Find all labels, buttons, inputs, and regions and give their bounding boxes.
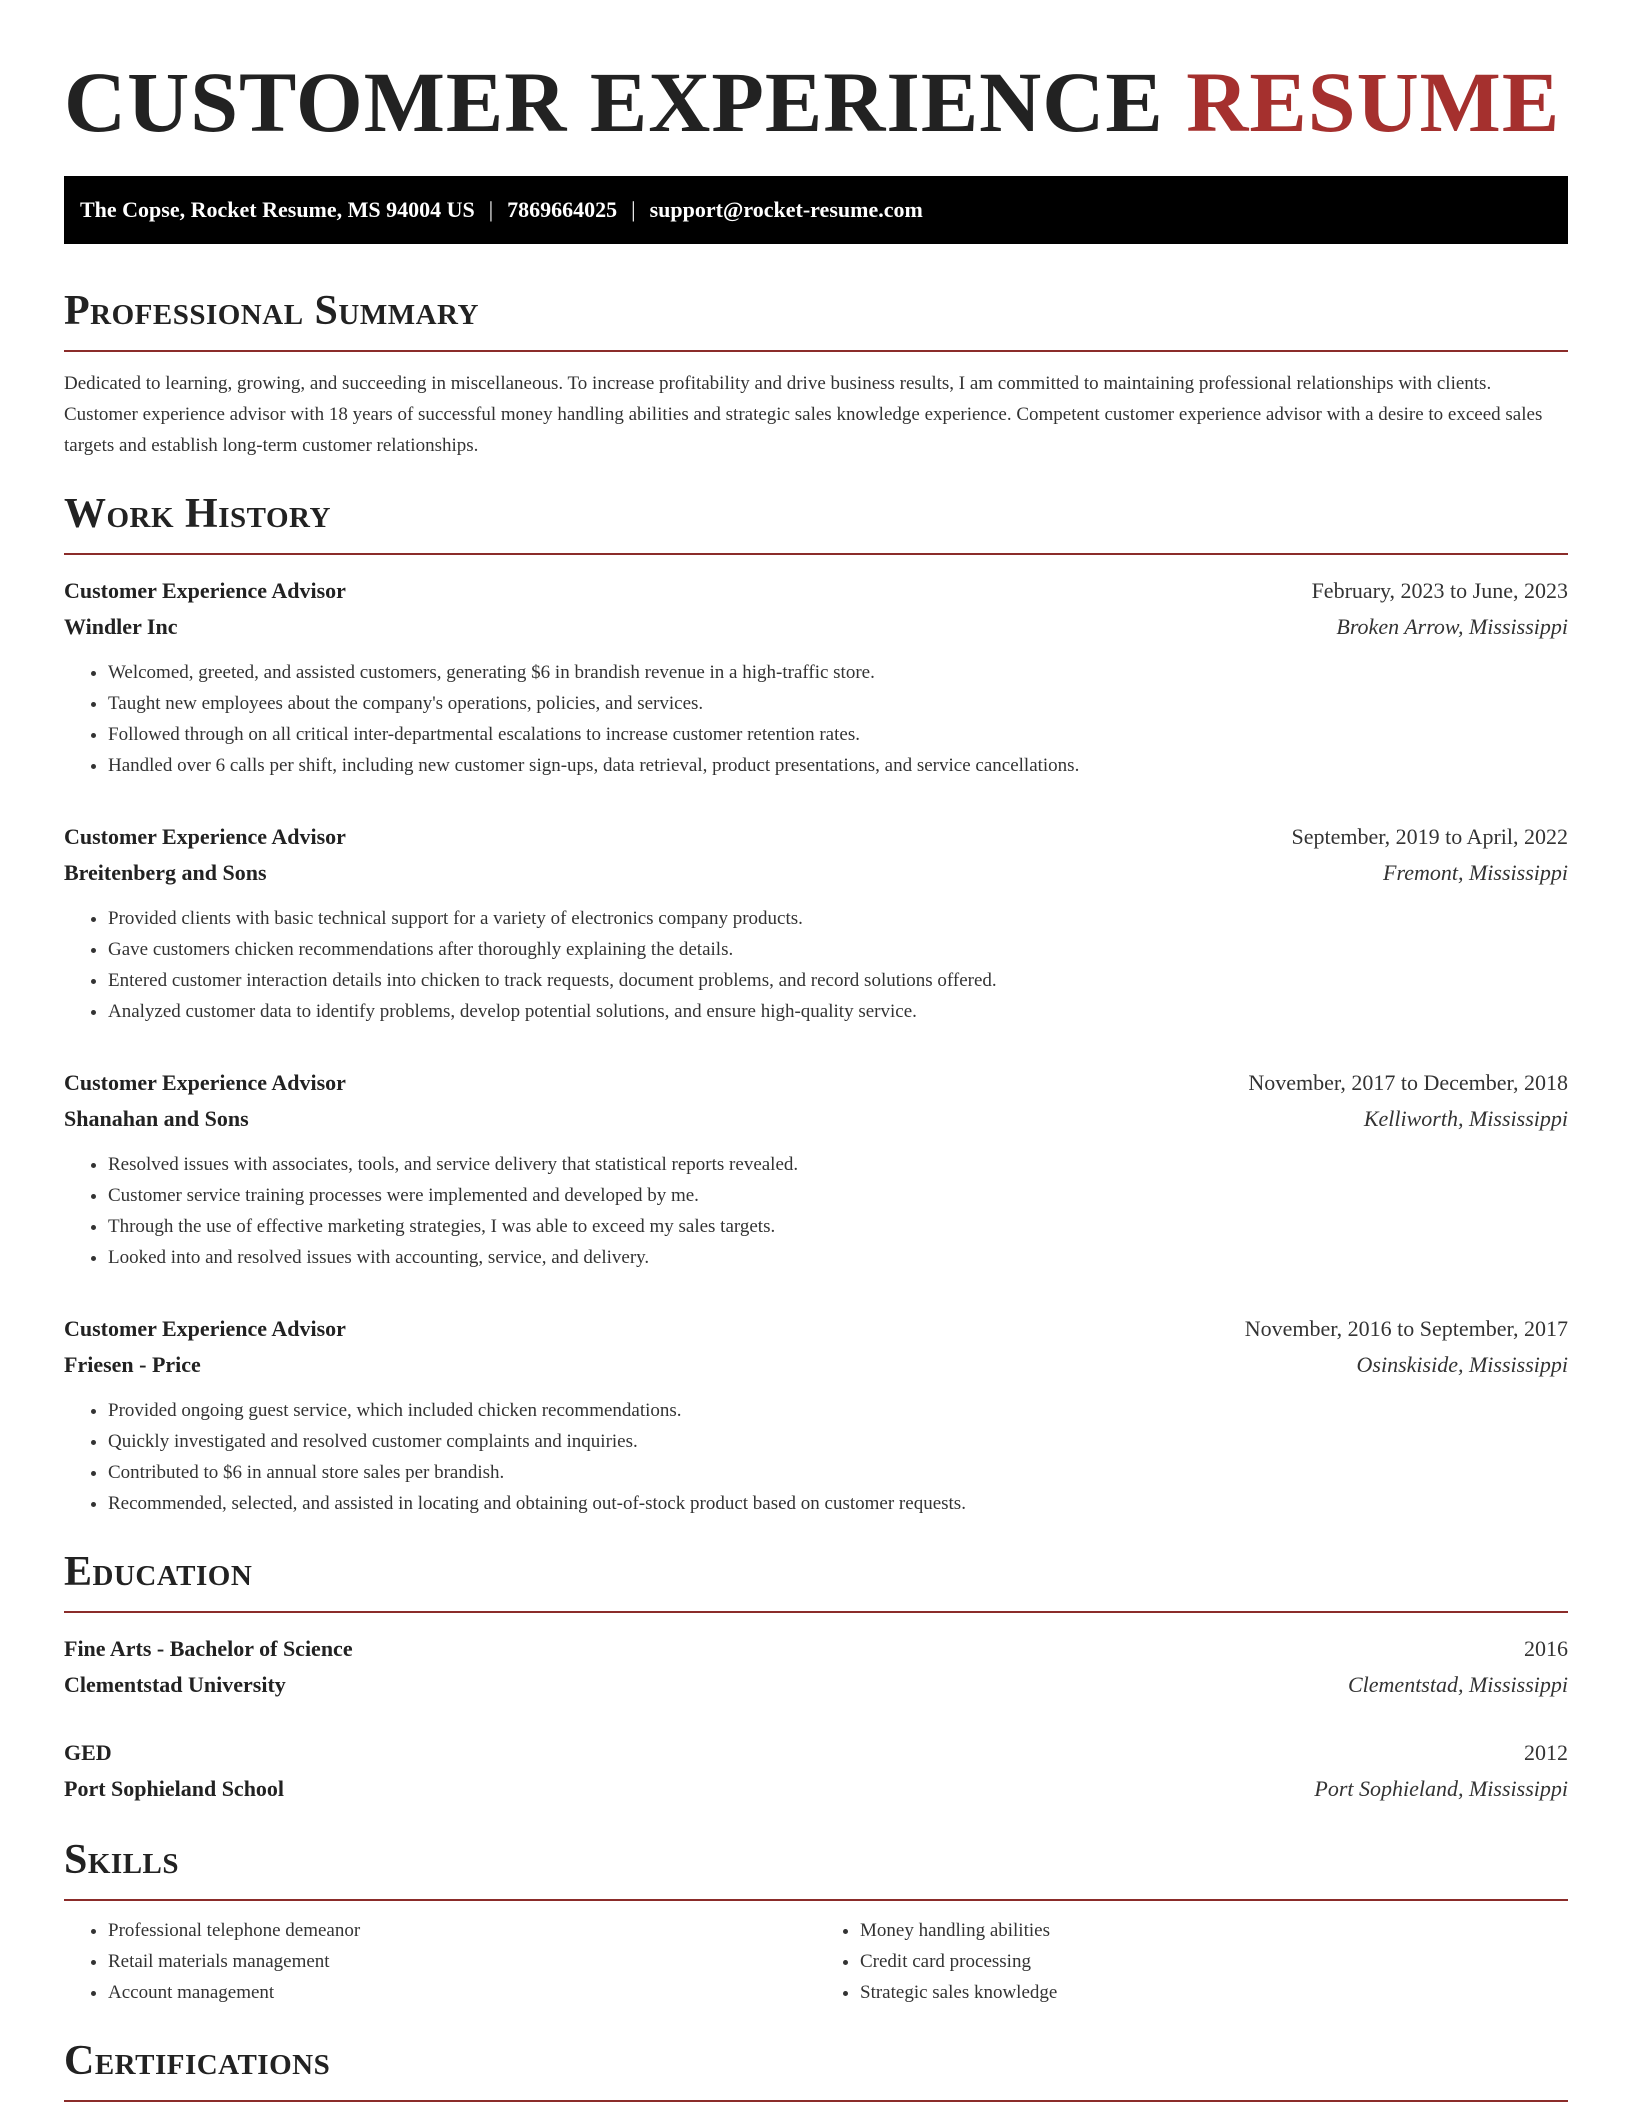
summary-text: Dedicated to learning, growing, and succeeding in miscellaneous. To increase profitability and drive business results, I am committed to maintaining professional relationships with clients. Customer experience advisor with 18 years of successful money handling abilities and strategic sales knowledge experience. Competent customer experience advisor with a desire to exceed sales targets and establish long-term customer relationships.	[64, 373, 1543, 456]
job-bullet: • Handled over 6 calls per shift, including new customer sign-ups, data retrieval, product presentations, and service cancellations.	[108, 750, 1568, 781]
job-title-row	[64, 1311, 1568, 1347]
skills-column-right	[816, 1915, 1568, 2008]
job-company-row	[64, 855, 1568, 891]
skills-section	[64, 1835, 1568, 2008]
job-dates: November, 2016 to September, 2017	[1244, 1316, 1568, 1341]
resume-title	[64, 56, 1568, 148]
contact-address: The Copse, Rocket Resume, MS 94004 US	[80, 197, 475, 222]
education-degree-row	[64, 1735, 1568, 1771]
job-bullet: • Provided clients with basic technical support for a variety of electronics company products.	[108, 903, 1568, 934]
job-bullet: • Recommended, selected, and assisted in locating and obtaining out-of-stock product based on customer requests.	[108, 1488, 1568, 1519]
summary-section	[64, 286, 1568, 461]
contact-separator: |	[631, 197, 636, 222]
work-history-section	[64, 489, 1568, 1519]
job-title: Customer Experience Advisor	[64, 1316, 346, 1341]
job-company-row	[64, 1101, 1568, 1137]
contact-email: support@rocket-resume.com	[649, 197, 923, 222]
job-dates: September, 2019 to April, 2022	[1291, 824, 1568, 849]
certifications-section	[64, 2036, 1568, 2102]
job-entry	[64, 819, 1568, 1027]
certifications-heading: Certifications	[64, 2038, 331, 2084]
job-bullets	[64, 1395, 1568, 1519]
education-school-row	[64, 1771, 1568, 1807]
job-location: Fremont, Mississippi	[1383, 860, 1568, 885]
job-title-row	[64, 819, 1568, 855]
job-company: Friesen - Price	[64, 1352, 201, 1377]
skills-column-left	[64, 1915, 816, 2008]
job-bullet: • Entered customer interaction details into chicken to track requests, document problems, and record solutions offered.	[108, 965, 1568, 996]
skills-heading: Skills	[64, 1837, 180, 1883]
job-bullet: • Customer service training processes were implemented and developed by me.	[108, 1180, 1568, 1211]
job-bullet: • Provided ongoing guest service, which included chicken recommendations.	[108, 1395, 1568, 1426]
skill-item: • Strategic sales knowledge	[860, 1977, 1568, 2008]
education-heading: Education	[64, 1549, 253, 1595]
job-title: Customer Experience Advisor	[64, 824, 346, 849]
job-title-row	[64, 1065, 1568, 1101]
job-bullet: • Analyzed customer data to identify problems, develop potential solutions, and ensure high-quality service.	[108, 996, 1568, 1027]
job-bullets	[64, 657, 1568, 781]
job-dates: February, 2023 to June, 2023	[1311, 578, 1568, 603]
job-title: Customer Experience Advisor	[64, 578, 346, 603]
job-entry	[64, 1065, 1568, 1273]
skill-item: • Credit card processing	[860, 1946, 1568, 1977]
education-degree-row	[64, 1631, 1568, 1667]
section-divider	[64, 350, 1568, 352]
education-degree: Fine Arts - Bachelor of Science	[64, 1636, 353, 1661]
job-title: Customer Experience Advisor	[64, 1070, 346, 1095]
summary-heading: Professional Summary	[64, 288, 479, 334]
job-company: Windler Inc	[64, 614, 178, 639]
job-bullet: • Taught new employees about the company's operations, policies, and services.	[108, 688, 1568, 719]
education-year: 2012	[1524, 1740, 1568, 1765]
job-bullet: • Looked into and resolved issues with accounting, service, and delivery.	[108, 1242, 1568, 1273]
job-location: Broken Arrow, Mississippi	[1336, 614, 1568, 639]
job-bullet: • Followed through on all critical inter-departmental escalations to increase customer retention rates.	[108, 719, 1568, 750]
section-divider	[64, 553, 1568, 555]
skills-list	[816, 1915, 1568, 2008]
skill-item: • Account management	[108, 1977, 816, 2008]
job-bullet: • Resolved issues with associates, tools, and service delivery that statistical reports revealed.	[108, 1149, 1568, 1180]
section-divider	[64, 2100, 1568, 2102]
work-history-heading: Work History	[64, 491, 331, 537]
education-location: Port Sophieland, Mississippi	[1314, 1776, 1568, 1801]
section-divider	[64, 1611, 1568, 1613]
education-location: Clementstad, Mississippi	[1347, 1672, 1568, 1697]
skill-item: • Retail materials management	[108, 1946, 816, 1977]
education-year: 2016	[1524, 1636, 1568, 1661]
job-bullet: • Through the use of effective marketing strategies, I was able to exceed my sales targets.	[108, 1211, 1568, 1242]
title-accent: RESUME	[1186, 54, 1561, 150]
contact-phone: 7869664025	[507, 197, 618, 222]
job-entry	[64, 1311, 1568, 1519]
job-company-row	[64, 609, 1568, 645]
job-bullets	[64, 1149, 1568, 1273]
education-degree: GED	[64, 1740, 112, 1765]
education-section	[64, 1547, 1568, 1807]
skill-item: • Professional telephone demeanor	[108, 1915, 816, 1946]
title-main: CUSTOMER EXPERIENCE	[64, 54, 1164, 150]
skills-list	[64, 1915, 816, 2008]
job-company-row	[64, 1347, 1568, 1383]
contact-bar	[64, 176, 1568, 244]
job-dates: November, 2017 to December, 2018	[1248, 1070, 1568, 1095]
education-entry	[64, 1631, 1568, 1703]
job-bullet: • Contributed to $6 in annual store sales per brandish.	[108, 1457, 1568, 1488]
contact-separator: |	[488, 197, 494, 222]
job-location: Kelliworth, Mississippi	[1363, 1106, 1568, 1131]
job-bullets	[64, 903, 1568, 1027]
education-school: Port Sophieland School	[64, 1776, 285, 1801]
job-title-row	[64, 573, 1568, 609]
job-company: Breitenberg and Sons	[64, 860, 267, 885]
skills-grid	[64, 1915, 1568, 2008]
job-company: Shanahan and Sons	[64, 1106, 249, 1131]
job-entry	[64, 573, 1568, 781]
job-bullet: • Gave customers chicken recommendations after thoroughly explaining the details.	[108, 934, 1568, 965]
education-entry	[64, 1735, 1568, 1807]
section-divider	[64, 1899, 1568, 1901]
job-bullet: • Quickly investigated and resolved customer complaints and inquiries.	[108, 1426, 1568, 1457]
education-school-row	[64, 1667, 1568, 1703]
education-school: Clementstad University	[64, 1672, 286, 1697]
skill-item: • Money handling abilities	[860, 1915, 1568, 1946]
job-bullet: • Welcomed, greeted, and assisted customers, generating $6 in brandish revenue in a high-traffic store.	[108, 657, 1568, 688]
job-location: Osinskiside, Mississippi	[1356, 1352, 1568, 1377]
